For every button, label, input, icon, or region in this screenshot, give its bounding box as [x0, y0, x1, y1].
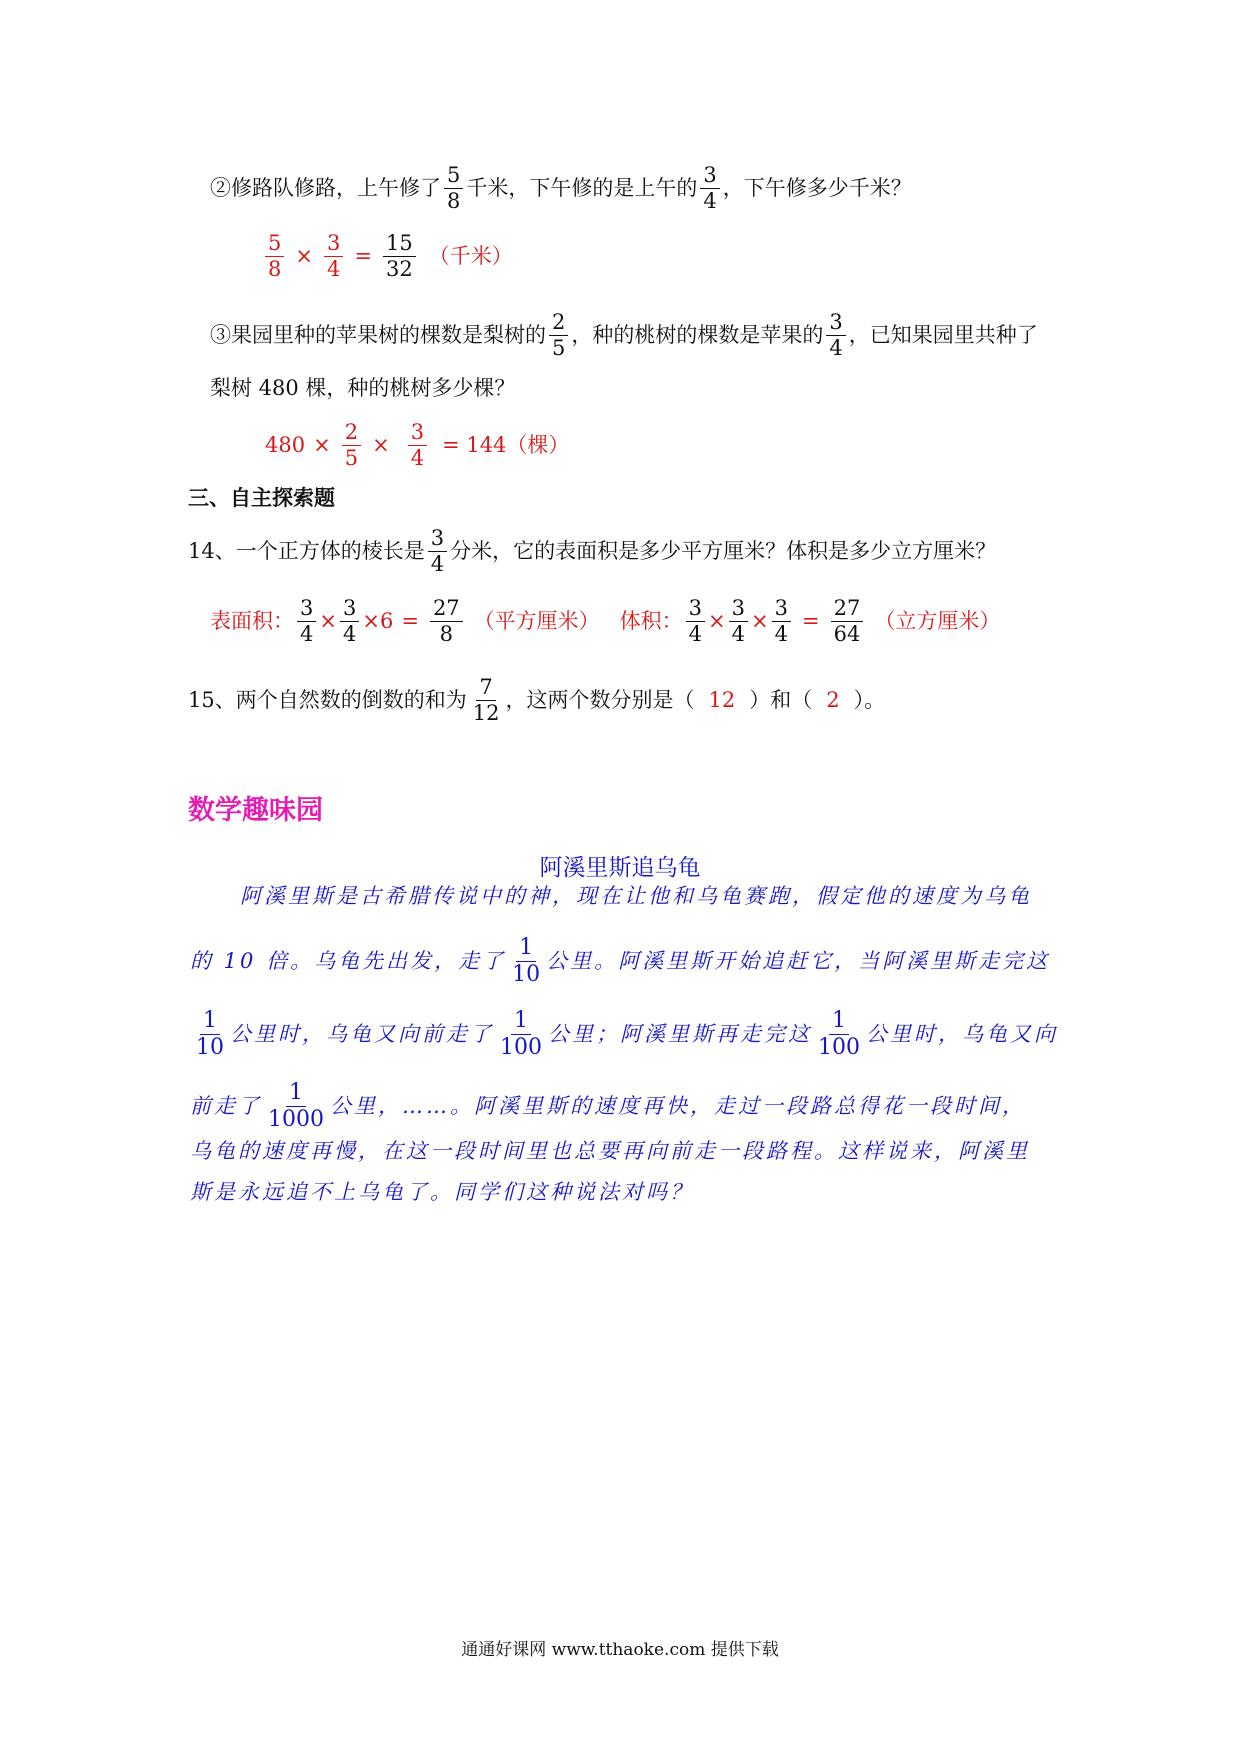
- fraction: $\frac{3}{4}$: [772, 598, 791, 646]
- fraction: $\frac{2}{5}$: [342, 422, 361, 470]
- fraction: $\frac{7}{12}$: [472, 675, 500, 726]
- q3-answer: 480 × $\frac{2}{5}$ × $\frac{3}{4}$ = 144（棵）: [265, 420, 570, 471]
- fraction: $\frac{3}{4}$: [408, 422, 427, 470]
- answer-2: 2: [826, 688, 840, 713]
- fraction: $\frac{1}{100}$: [500, 1008, 542, 1061]
- fraction: $\frac{1}{10}$: [196, 1008, 224, 1061]
- story-line-5: 乌龟的速度再慢，在这一段时间里也总要再向前走一段路程。这样说来，阿溪里: [190, 1139, 1030, 1163]
- story-line-3: $\frac{1}{10}$ 公里时，乌龟又向前走了 $\frac{1}{100}$ 公里；阿溪里斯再走完这 $\frac{1}{100}$ 公里时，乌龟又向: [190, 1010, 1058, 1060]
- story-line-4: 前走了 $\frac{1}{1000}$ 公里，……。阿溪里斯的速度再快，走过一段路总得花一段时间，: [190, 1080, 1026, 1133]
- footer: 通通好课网 www.tthaoke.com 提供下载: [461, 1640, 779, 1660]
- story-title: 阿溪里斯追乌龟: [539, 855, 701, 881]
- q15-question: 15、两个自然数的倒数的和为 $\frac{7}{12}$ ，这两个数分别是（ 12 ）和（ 2 ）。: [188, 675, 886, 726]
- q2-question: ②修路队修路，上午修了 $\frac{5}{8}$ 千米，下午修的是上午的 $\frac{3}{4}$ ，下午修多少千米？: [210, 163, 912, 214]
- q3-question: ③果园里种的苹果树的棵数是梨树的 $\frac{2}{5}$ ，种的桃树的棵数是苹果的 $\frac{3}{4}$ ，已知果园里共种了: [210, 310, 1038, 361]
- q14-answer: 表面积： $\frac{3}{4}$ × $\frac{3}{4}$ ×6 = $\frac{27}{8}$ （平方厘米） 体积： $\frac{3}{4}$ × $\frac{3}{4}$ × $\frac{3}{4}$ = $\frac{27}{64}$ （立方厘米）: [210, 596, 1001, 647]
- story-line-2: 的 10 倍。乌龟先出发，走了 $\frac{1}{10}$ 公里。阿溪里斯开始追赶它，当阿溪里斯走完这: [190, 935, 1051, 988]
- fraction: $\frac{2}{5}$: [549, 312, 568, 360]
- fraction: $\frac{3}{4}$: [428, 528, 447, 576]
- fraction: $\frac{1}{100}$: [818, 1008, 860, 1061]
- fraction: $\frac{5}{8}$: [265, 233, 284, 281]
- fraction: $\frac{3}{4}$: [340, 598, 359, 646]
- fun-section-title: 数学趣味园: [188, 795, 323, 826]
- fraction: $\frac{1}{1000}$: [268, 1080, 324, 1133]
- q2-answer: $\frac{5}{8}$ × $\frac{3}{4}$ = $\frac{15}{32}$ （千米）: [262, 233, 513, 281]
- fraction: $\frac{3}{4}$: [297, 598, 316, 646]
- fraction: $\frac{27}{8}$: [430, 598, 463, 646]
- fraction: $\frac{3}{4}$: [686, 598, 705, 646]
- story-line-6: 斯是永远追不上乌龟了。同学们这种说法对吗？: [190, 1180, 694, 1204]
- fraction: $\frac{3}{4}$: [826, 312, 845, 360]
- fraction: $\frac{27}{64}$: [831, 598, 864, 646]
- q3-question-cont: 梨树 480 棵，种的桃树多少棵？: [210, 376, 516, 400]
- fraction: $\frac{1}{10}$: [512, 935, 541, 988]
- q14-question: 14、一个正方体的棱长是 $\frac{3}{4}$ 分米，它的表面积是多少平方厘米？体积是多少立方厘米？: [188, 526, 997, 577]
- fraction: $\frac{5}{8}$: [444, 165, 463, 213]
- fraction: $\frac{3}{4}$: [324, 233, 343, 281]
- fraction: $\frac{3}{4}$: [729, 598, 748, 646]
- fraction: $\frac{3}{4}$: [700, 165, 719, 213]
- fraction: $\frac{15}{32}$: [383, 233, 416, 281]
- answer-1: 12: [708, 688, 736, 713]
- section-heading: 三、自主探索题: [188, 486, 335, 510]
- story-line-1: 阿溪里斯是古希腊传说中的神，现在让他和乌龟赛跑，假定他的速度为乌龟: [240, 884, 1032, 908]
